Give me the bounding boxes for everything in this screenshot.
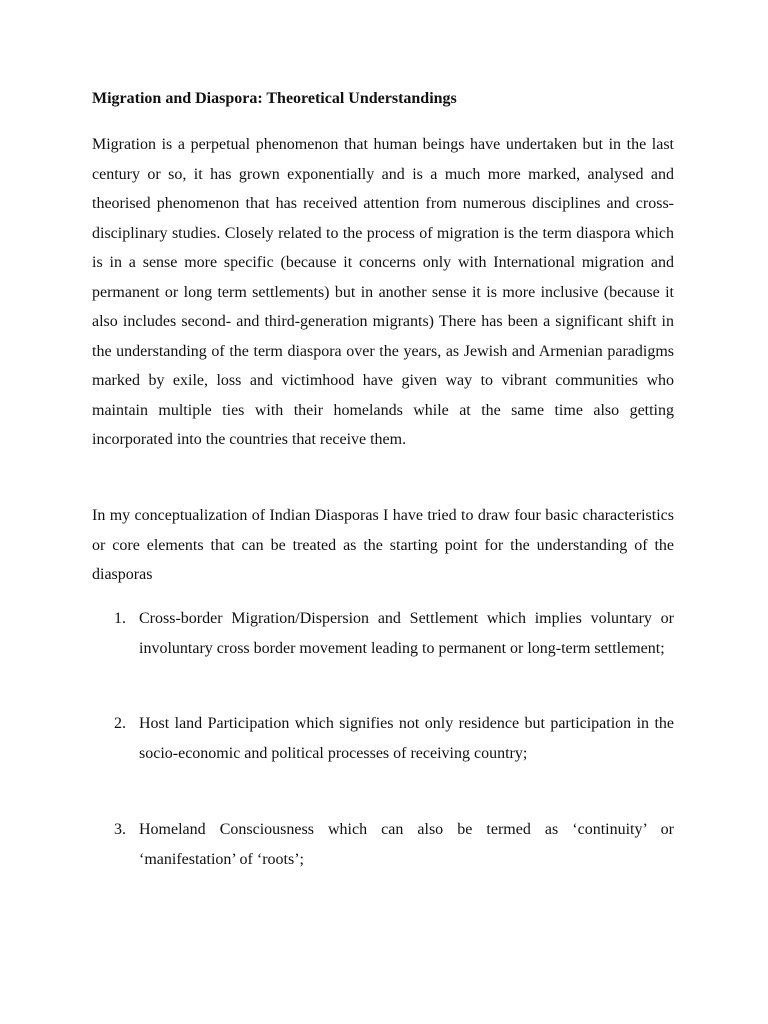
document-title: Migration and Diaspora: Theoretical Understandings	[92, 90, 457, 107]
body-paragraph: Migration is a perpetual phenomenon that human beings have undertaken but in the last century or so, it has grown exponentially and is a much more marked, analysed and theorised phenomenon that has received attention from numerous disciplines and cross-disciplinary studies. Closely related to the process of migration is the term diaspora which is in a sense more specific (because it concerns only with International migration and permanent or long term settlements) but in another sense it is more inclusive (because it also includes second- and third-generation migrants) There has been a significant shift in the understanding of the term diaspora over the years, as Jewish and Armenian paradigms marked by exile, loss and victimhood have given way to vibrant communities who maintain multiple ties with their homelands while at the same time also getting incorporated into the countries that receive them.	[92, 136, 674, 448]
body-paragraph: In my conceptualization of Indian Diasporas I have tried to draw four basic characteristics or core elements that can be treated as the starting point for the understanding of the diasporas	[92, 507, 674, 583]
list-item-text: Host land Participation which signifies not only residence but participation in the socio-economic and political processes of receiving country;	[139, 715, 674, 762]
list-item-number: 2.	[114, 715, 126, 732]
list-item	[92, 709, 674, 768]
list-item	[92, 604, 674, 663]
list-item-text: Cross-border Migration/Dispersion and Settlement which implies voluntary or involuntary cross border movement leading to permanent or long-term settlement;	[139, 610, 674, 657]
list-item-number: 3.	[114, 821, 126, 838]
list-item	[92, 815, 674, 874]
list-item-number: 1.	[114, 610, 126, 627]
list-item-text: Homeland Consciousness which can also be termed as ‘continuity’ or ‘manifestation’ of ‘roots’;	[139, 821, 674, 868]
